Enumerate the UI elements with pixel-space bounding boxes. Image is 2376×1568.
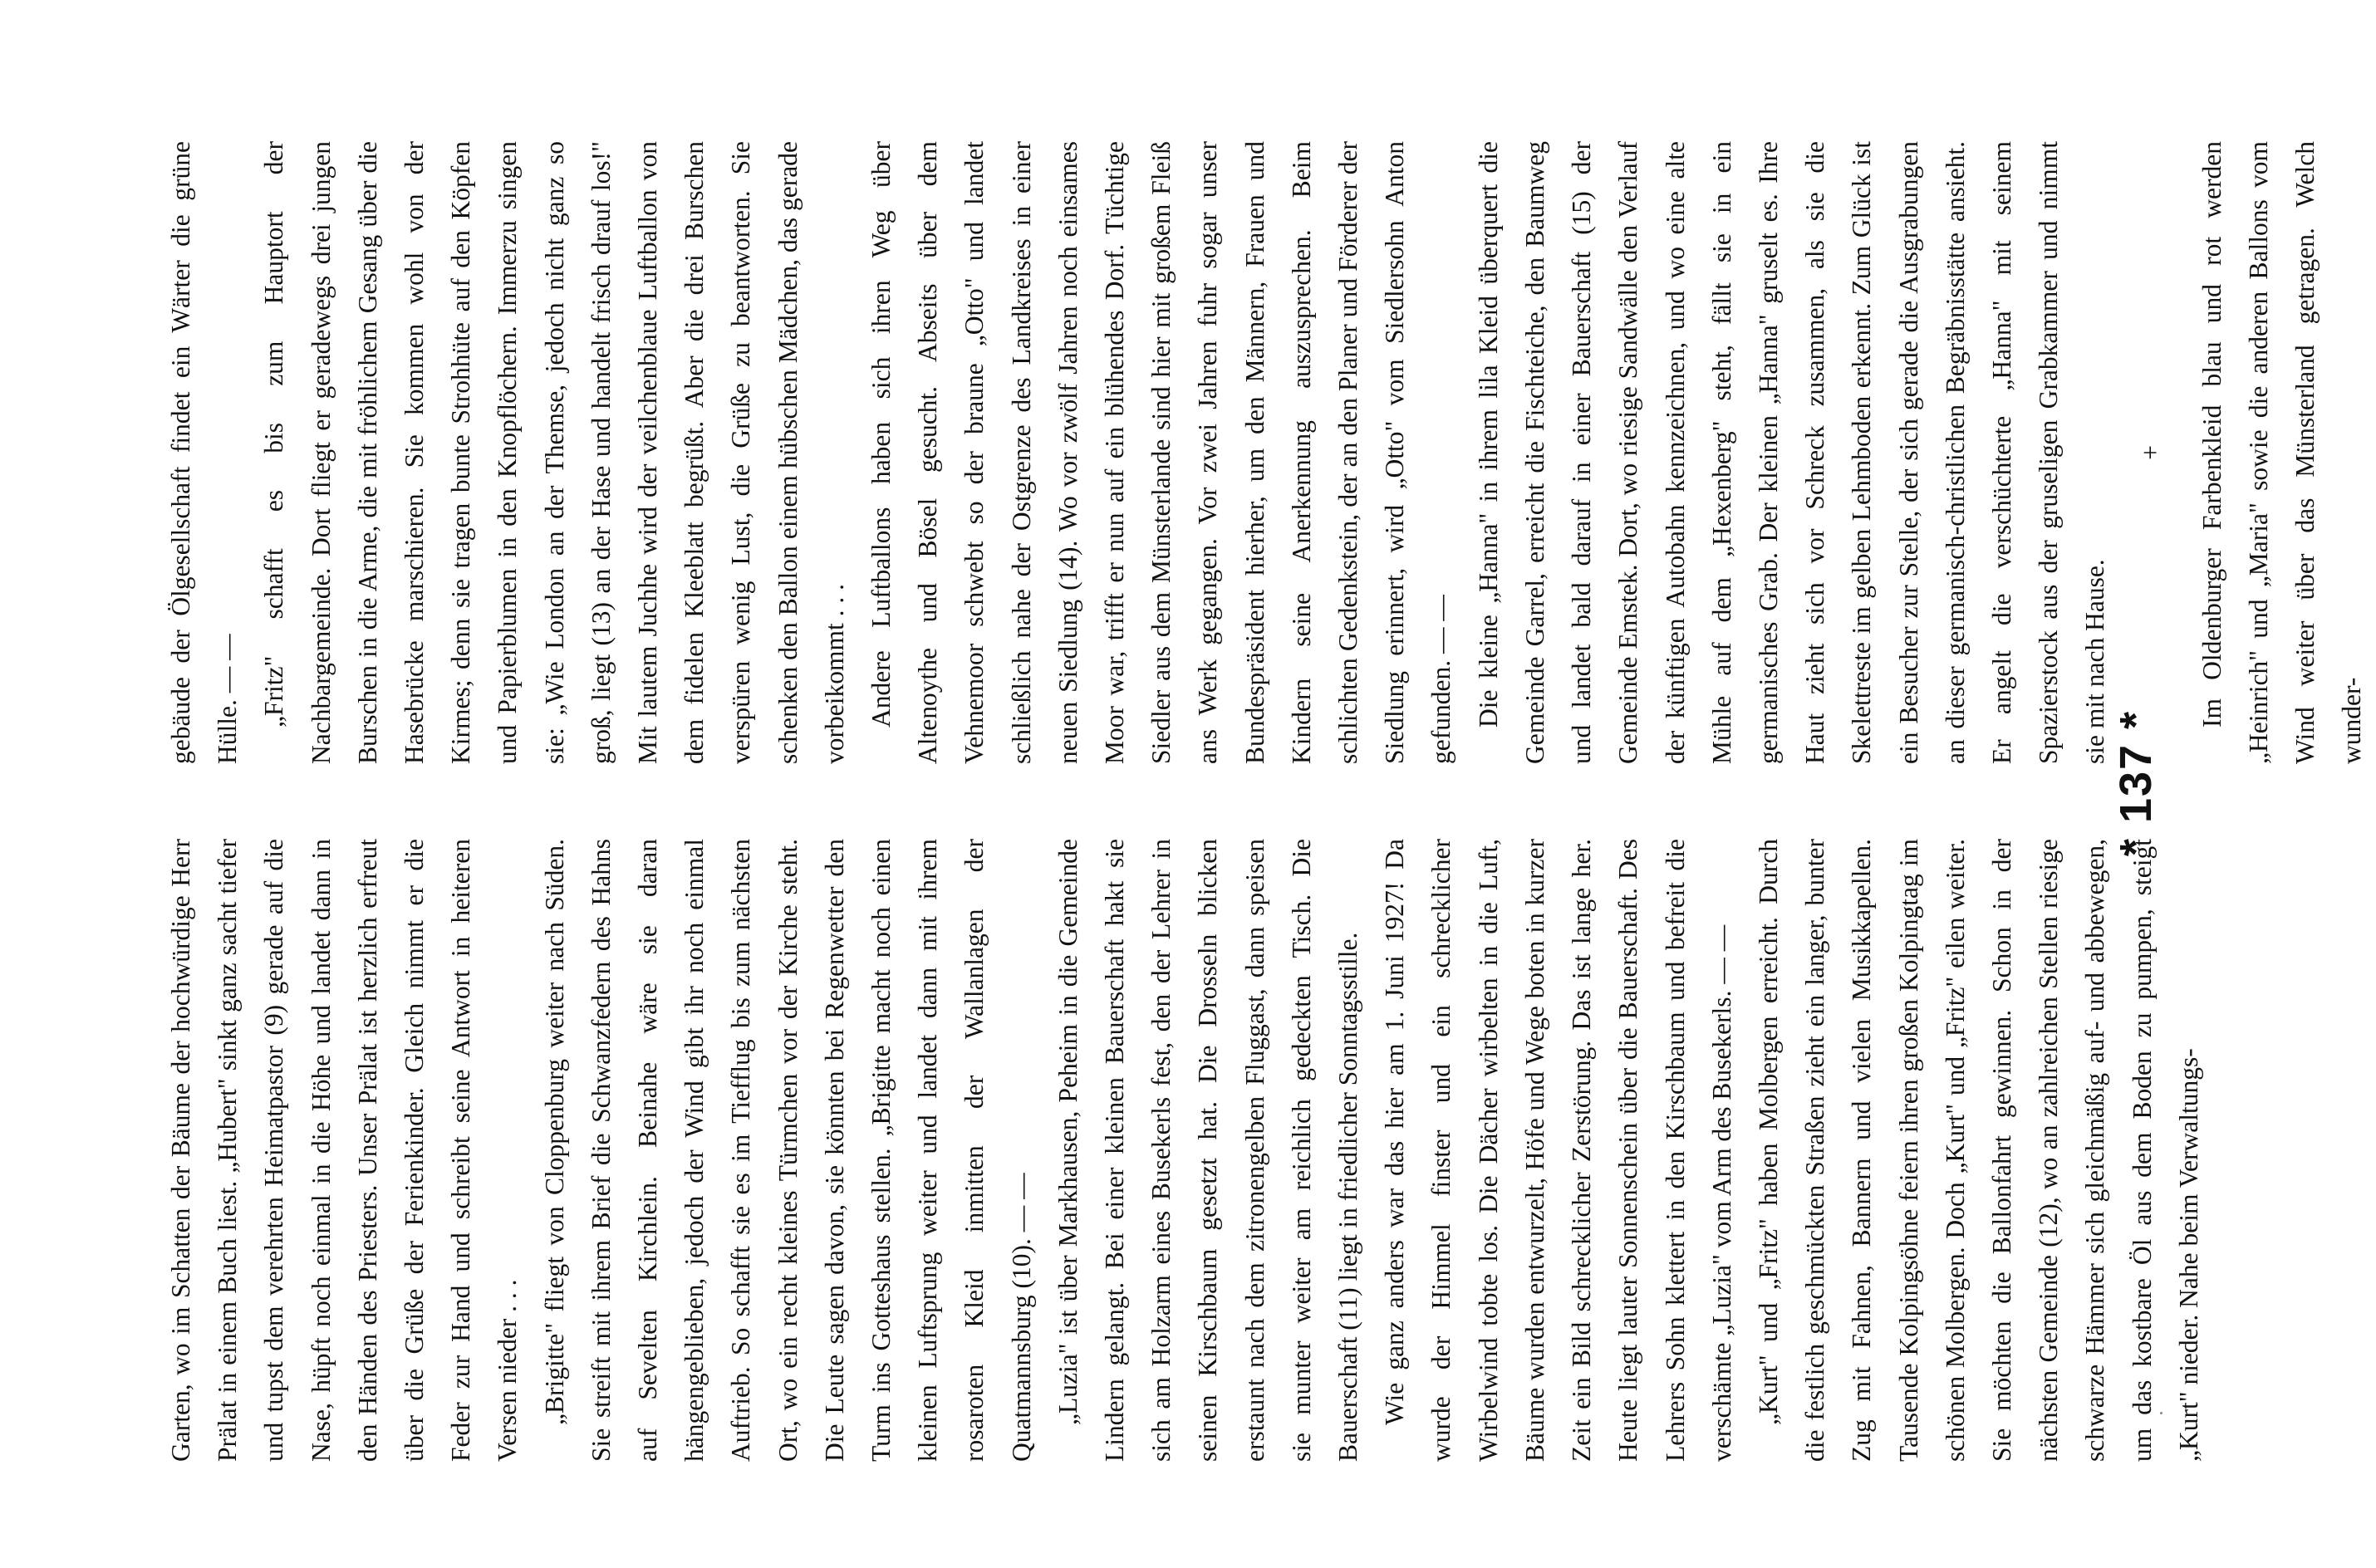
section-separator: + bbox=[2135, 445, 2165, 460]
paragraph: Wie ganz anders war das hier am 1. Juni 1927! Da wurde der Himmel finster und ein schrecklicher Wirbelwind tobte los. Die Dächer wirbelten in die Luft, Bäume wurden entwurzelt, Höfe und Wege boten in kurzer Zeit ein Bild schrecklicher Zerstörung. Das ist lange her. Heute liegt lauter Sonnenschein über die Bauerschaft. Des Lehrers Sohn klettert in den Kirschbaum und befreit die verschämte „Luzia" vom Arm des Busekerls. — — bbox=[1380, 839, 1736, 1462]
right-text-column bbox=[158, 141, 2376, 764]
paragraph: Im Oldenburger Farbenkleid blau und rot werden „Heinrich" und „Maria" sowie die anderen Ballons vom Wind weiter über das Münsterland getragen. Welch wunder- bbox=[2197, 141, 2367, 764]
paragraph: „Kurt" und „Fritz" haben Molbergen erreicht. Durch die festlich geschmückten Straßen zieht ein langer, bunter Zug mit Fahnen, Bannern und vielen Musikkapellen. Tausende Kolpingsöhne feiern ihren großen Kolpingtag im schönen Molbergen. Doch „Kurt" und „Fritz" eilen weiter. Sie möchten die Ballonfahrt gewinnen. Schon in der nächsten Gemeinde (12), wo an zahlreichen Stellen riesige schwarze Hämmer sich gleichmäßig auf- und abbewegen, um das kostbare Öl aus dem Boden zu pumpen, steigt „Kurt" nieder. Nahe beim Verwaltungs- bbox=[1753, 839, 2203, 1462]
scan-speck bbox=[2160, 1412, 2162, 1414]
paragraph: Garten, wo im Schatten der Bäume der hochwürdige Herr Prälat in einem Buch liest. „Hubert" sinkt ganz sacht tiefer und tupst dem verehrten Heimatpastor (9) gerade auf die Nase, hüpft noch einmal in die Höhe und landet dann in den Händen des Priesters. Unser Prälat ist herzlich erfreut über die Grüße der Ferienkinder. Gleich nimmt er die Feder zur Hand und schreibt seine Antwort in heiteren Versen nieder . . . bbox=[166, 839, 523, 1462]
left-text-column bbox=[158, 839, 2212, 1462]
page-number: * 137 * bbox=[2111, 709, 2161, 857]
paragraph: „Brigitte" fliegt von Cloppenburg weiter nach Süden. Sie streift mit ihrem Brief die Schwanzfedern des Hahns auf Sevelten Kirchlein. Beinahe wäre sie daran hängengeblieben, jedoch der Wind gibt ihr noch einmal Auftrieb. So schafft sie es im Tiefflug bis zum nächsten Ort, wo ein recht kleines Türmchen vor der Kirche steht. Die Leute sagen davon, sie könnten bei Regenwetter den Turm ins Gotteshaus stellen. „Brigitte macht noch einen kleinen Luftsprung weiter und landet dann mit ihrem rosaroten Kleid inmitten der Wallanlagen der Quatmannsburg (10). — — bbox=[539, 839, 1036, 1462]
paragraph: gebäude der Ölgesellschaft findet ein Wärter die grüne Hülle. — — bbox=[166, 141, 243, 764]
paragraph: „Luzia" ist über Markhausen, Peheim in die Gemeinde Lindern gelangt. Bei einer kleinen Bauerschaft hakt sie sich am Holzarm eines Busekerls fest, den der Lehrer in seinen Kirschbaum gesetzt hat. Die Drosseln blicken erstaunt nach dem zitronengelben Fluggast, dann speisen sie munter weiter am reichlich gedeckten Tisch. Die Bauerschaft (11) liegt in friedlicher Sonntagsstille. bbox=[1053, 839, 1363, 1462]
paragraph: „Fritz" schafft es bis zum Hauptort der Nachbargemeinde. Dort fliegt er geradewegs drei jungen Burschen in die Arme, die mit fröhlichem Gesang über die Hasebrücke marschieren. Sie kommen wohl von der Kirmes; denn sie tragen bunte Strohhüte auf den Köpfen und Papierblumen in den Knopflöchern. Immerzu singen sie: „Wie London an der Themse, jedoch nicht ganz so groß, liegt (13) an der Hase und handelt frisch drauf los!" Mit lautem Juchhe wird der veilchenblaue Luftballon von dem fidelen Kleeblatt begrüßt. Aber die drei Burschen verspüren wenig Lust, die Grüße zu beantworten. Sie schenken den Ballon einem hübschen Mädchen, das gerade vorbeikommt . . . bbox=[259, 141, 849, 764]
paragraph: Andere Luftballons haben sich ihren Weg über Altenoythe und Bösel gesucht. Abseits über dem Vehnemoor schwebt so der braune „Otto" und landet schließlich nahe der Ostgrenze des Landkreises in einer neuen Siedlung (14). Wo vor zwölf Jahren noch einsames Moor war, trifft er nun auf ein blühendes Dorf. Tüchtige Siedler aus dem Münsterlande sind hier mit großem Fleiß ans Werk gegangen. Vor zwei Jahren fuhr sogar unser Bundespräsident hierher, um den Männern, Frauen und Kindern seine Anerkennung auszusprechen. Beim schlichten Gedenkstein, der an den Planer und Förderer der Siedlung erinnert, wird „Otto" vom Siedlersohn Anton gefunden. — — bbox=[866, 141, 1456, 764]
paragraph: Die kleine „Hanna" in ihrem lila Kleid überquert die Gemeinde Garrel, erreicht die Fischteiche, den Baumweg und landet bald darauf in einer Bauerschaft (15) der Gemeinde Emstek. Dort, wo riesige Sandwälle den Verlauf der künftigen Autobahn kennzeichnen, und wo eine alte Mühle auf dem „Hexenberg" steht, fällt sie in ein germanisches Grab. Der kleinen „Hanna" gruselt es. Ihre Haut zieht sich vor Schreck zusammen, als sie die Skelettreste im gelben Lehmboden erkennt. Zum Glück ist ein Besucher zur Stelle, der sich gerade die Ausgrabungen an dieser germanisch-christlichen Begräbnisstätte ansieht. Er angelt die verschüchterte „Hanna" mit seinem Spazierstock aus der gruseligen Grabkammer und nimmt sie mit nach Hause. bbox=[1473, 141, 2110, 764]
